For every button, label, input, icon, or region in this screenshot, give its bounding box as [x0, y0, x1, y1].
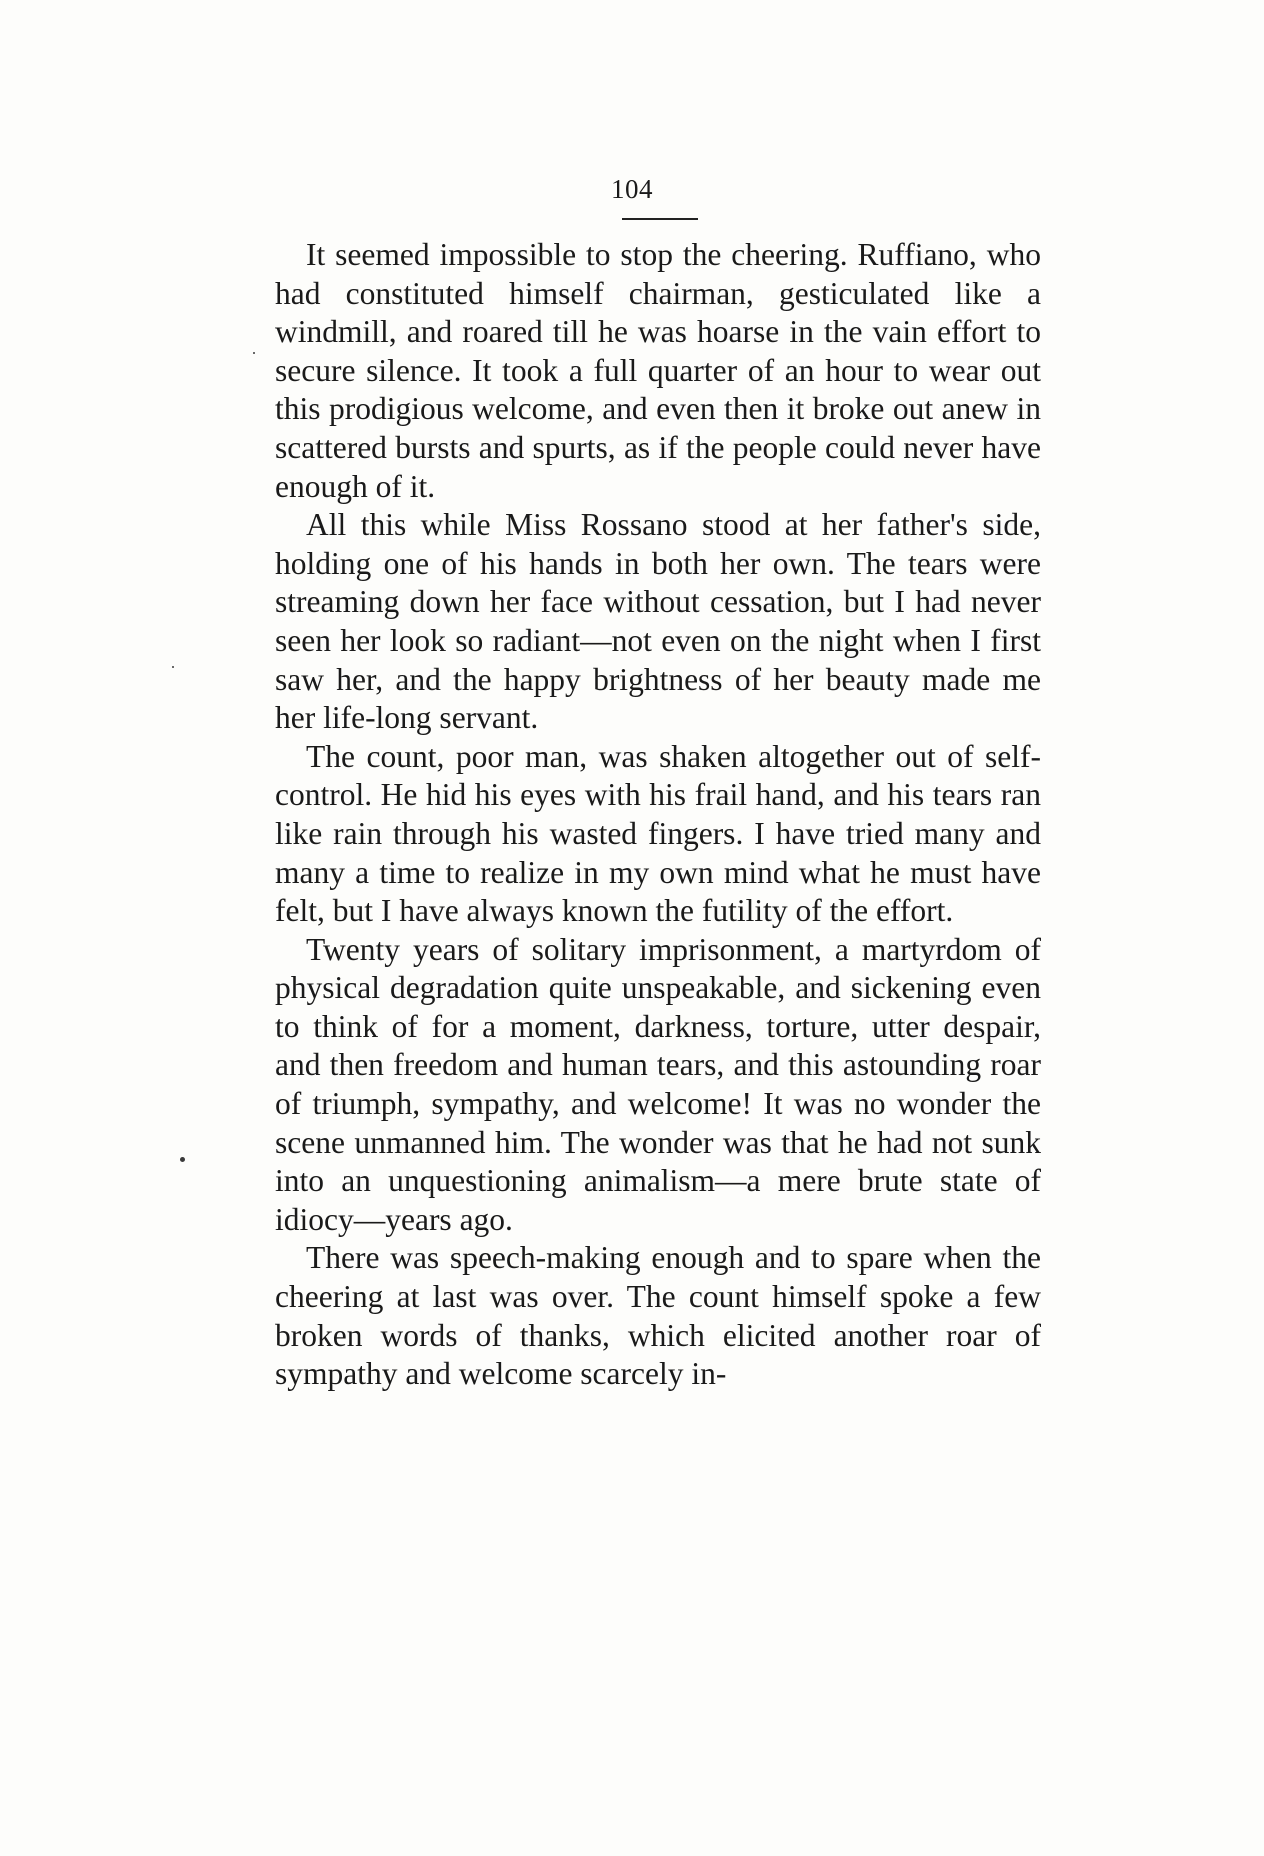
paragraph-3: The count, poor man, was shaken altogether out of self-control. He hid his eyes with his frail hand, and his tears ran like rain through his wasted fingers. I have tried many and many a time to realize in my own mind what he must have felt, but I have always known the futility of the effort. [275, 738, 1041, 929]
ink-speck [172, 666, 174, 668]
page-number: 104 [611, 174, 653, 204]
paragraph-2: All this while Miss Rossano stood at her father's side, holding one of his hands in both her own. The tears were streaming down her face without cessation, but I had never seen her look so radiant—not even on the night when I first saw her, and the happy brightness of her beauty made me her life-long servant. [275, 507, 1041, 736]
body-text [275, 236, 1041, 1394]
page-number-rule [622, 218, 698, 220]
paragraph-1: It seemed impossible to stop the cheering. Ruffiano, who had constituted himself chairman, gesticulated like a windmill, and roared till he was hoarse in the vain effort to secure silence. It took a full quarter of an hour to wear out this prodigious welcome, and even then it broke out anew in scattered bursts and spurts, as if the people could never have enough of it. [275, 237, 1041, 504]
paragraph-4: Twenty years of solitary imprisonment, a martyrdom of physical degradation quite unspeakable, and sickening even to think of for a moment, darkness, torture, utter despair, and then freedom and human tears, and this astounding roar of triumph, sympathy, and welcome! It was no wonder the scene unmanned him. The wonder was that he had not sunk into an unquestioning animalism—a mere brute state of idiocy—years ago. [275, 931, 1041, 1237]
paragraph-5: There was speech-making enough and to spare when the cheering at last was over. The count himself spoke a few broken words of thanks, which elicited another roar of sympathy and welcome scarcely in- [275, 1240, 1041, 1392]
ink-speck [180, 1157, 185, 1162]
ink-speck [253, 352, 255, 354]
